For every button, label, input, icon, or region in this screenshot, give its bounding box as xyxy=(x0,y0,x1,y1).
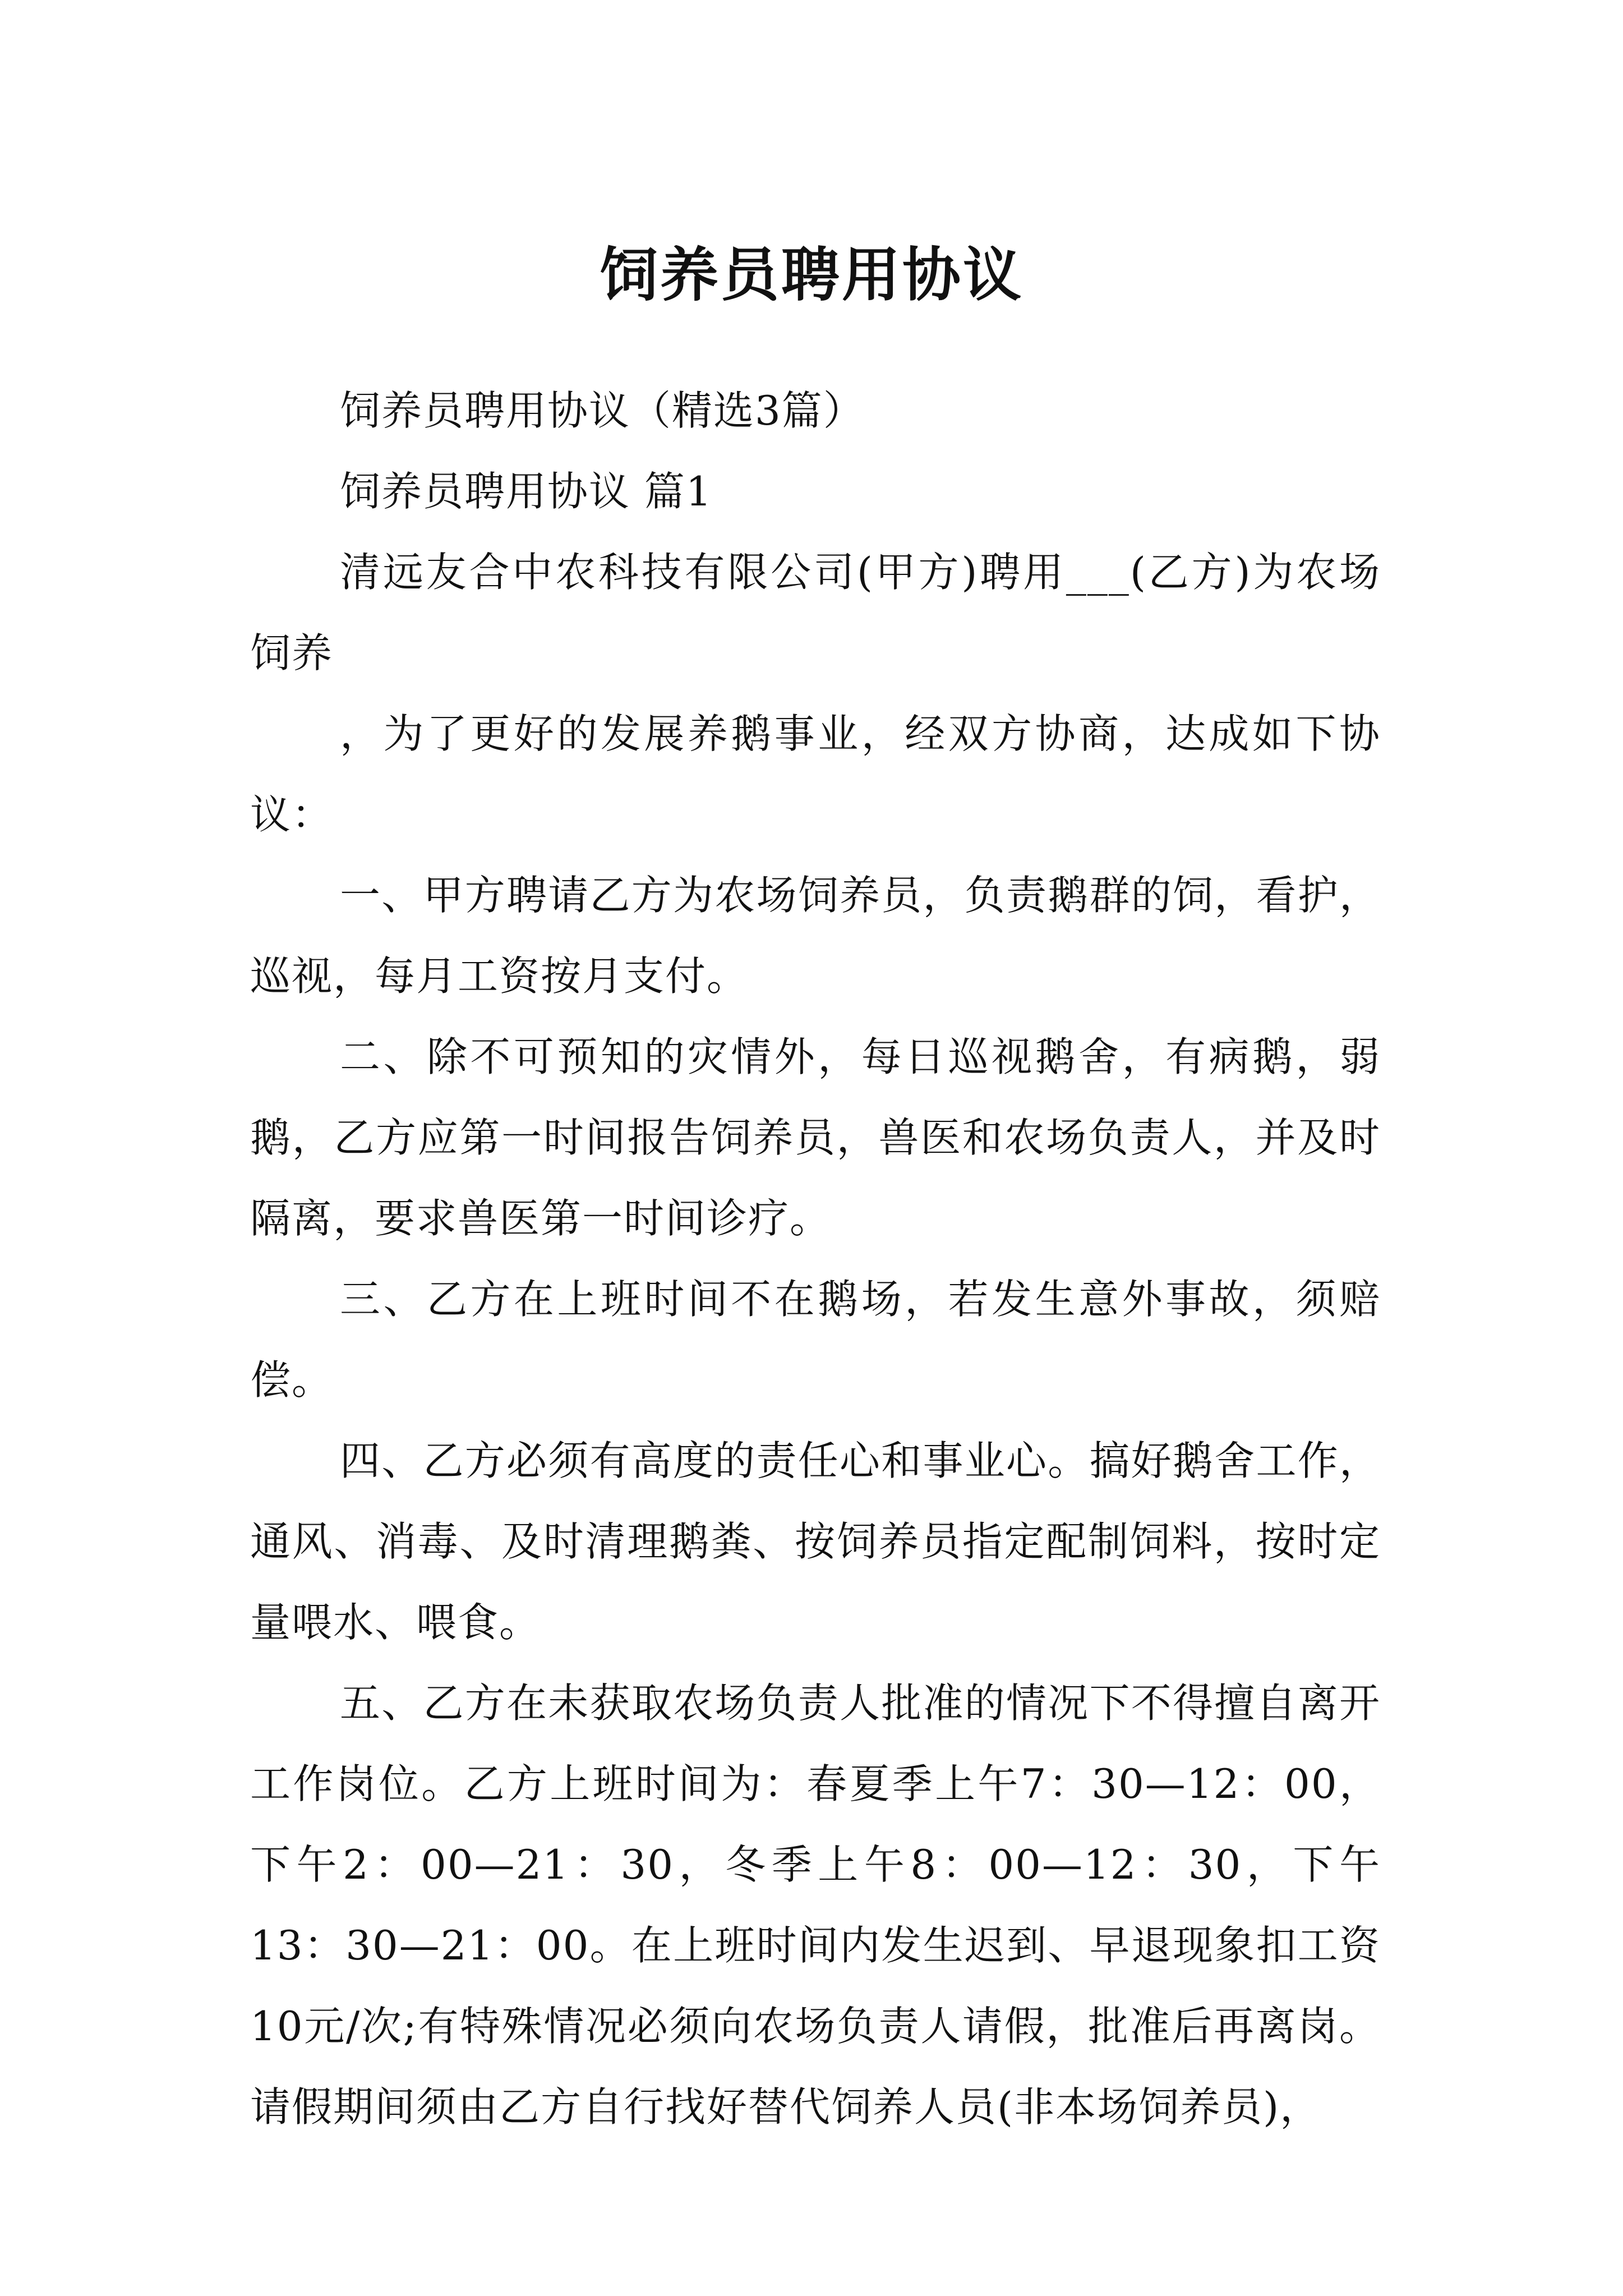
paragraph-subtitle: 饲养员聘用协议（精选3篇） xyxy=(340,387,865,434)
paragraph-clause-4: 四、乙方必须有高度的责任心和事业心。搞好鹅舍工作，通风、消毒、及时清理鹅粪、按饲养员指定配制饲料，按时定量喂水、喂食。 xyxy=(250,1437,1381,1646)
document-title: 饲养员聘用协议 xyxy=(599,240,1023,309)
paragraph-section-heading: 饲养员聘用协议 篇1 xyxy=(340,468,713,515)
document-body xyxy=(250,370,1381,2147)
paragraph-clause-2: 二、除不可预知的灾情外，每日巡视鹅舍，有病鹅，弱鹅，乙方应第一时间报告饲养员，兽医和农场负责人，并及时隔离，要求兽医第一时间诊疗。 xyxy=(250,1033,1381,1242)
paragraph-clause-5: 五、乙方在未获取农场负责人批准的情况下不得擅自离开工作岗位。乙方上班时间为：春夏季上午7：30—12：00，下午2：00—21：30，冬季上午8：00—12：30，下午13：30—21：00。在上班时间内发生迟到、早退现象扣工资10元/次;有特殊情况必须向农场负责人请假，批准后再离岗。请假期间须由乙方自行找好替代饲养人员(非本场饲养员)， xyxy=(250,1680,1381,2131)
paragraph-clause-1: 一、甲方聘请乙方为农场饲养员，负责鹅群的饲，看护，巡视，每月工资按月支付。 xyxy=(250,872,1381,1000)
paragraph-agreement: ，为了更好的发展养鹅事业，经双方协商，达成如下协议： xyxy=(250,710,1381,838)
paragraph-intro: 清远友合中农科技有限公司(甲方)聘用___(乙方)为农场饲养 xyxy=(250,549,1381,677)
paragraph-clause-3: 三、乙方在上班时间不在鹅场，若发生意外事故，须赔偿。 xyxy=(250,1276,1381,1404)
